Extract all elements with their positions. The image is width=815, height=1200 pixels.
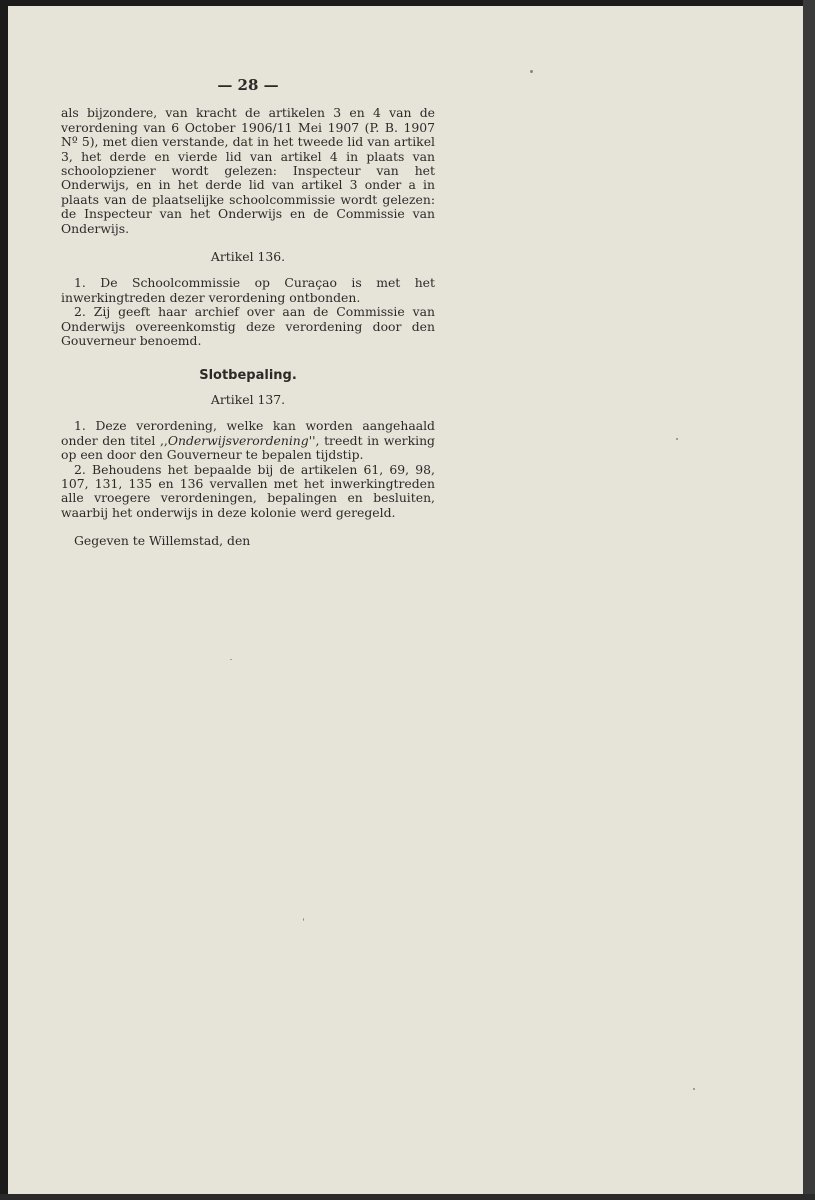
article-136-clause-2: 2. Zij geeft haar archief over aan de Commissie van Onderwijs overeenkomstig deze verordening door den Gouverneur benoemd. [61,304,435,349]
article-137-heading: Artikel 137. [210,391,286,407]
paper-speck [676,438,678,440]
slotbepaling-heading: Slotbepaling. [199,367,297,383]
article-136-clause-1: 1. De Schoolcommissie op Curaçao is met het inwerkingtreden dezer verordening ontbonden. [61,275,435,305]
clause-1-text-b: '', treedt in werking op een door den Gouverneur te bepalen tijdstip. [61,432,435,463]
intro-paragraph: als bijzondere, van kracht de artikelen 3 en 4 van de verordening van 6 October 1906/11 Mei 1907 (P. B. 1907 Nº 5), met dien verstande, dat in het tweede lid van artikel 3, het derde en vierde lid van artikel 4 in plaats van schoolopziener wordt gelezen: Inspecteur van het Onderwijs, en in het derde lid van artikel 3 onder a in plaats van de plaatselijke schoolcommissie wordt gelezen: de Inspecteur van het Onderwijs en de Commissie van Onderwijs. [61,105,435,236]
article-137-clause-2: 2. Behoudens het bepaalde bij de artikelen 61, 69, 98, 107, 131, 135 en 136 vervallen met het inwerkingtreden alle vroegere verordeningen, bepalingen en besluiten, waarbij het onderwijs in deze kolonie werd geregeld. [61,461,435,520]
signoff-line: Gegeven te Willemstad, den [74,533,251,549]
clause-1-text-a: 1. Deze verordening, welke kan worden aangehaald onder den titel ,, [61,418,435,448]
paper-speck [693,1088,695,1090]
scan-edge-right [803,0,815,1200]
paper-speck [303,918,304,921]
page-content [61,78,435,549]
article-137-clause-1 [61,419,435,462]
paper-speck [530,70,533,73]
page-number: — 28 — [217,76,279,94]
ordinance-title: Onderwijsverordening [167,432,309,448]
article-136-heading: Artikel 136. [210,249,286,265]
document-page [8,6,803,1194]
scan-edge-bottom [0,1194,815,1200]
paper-speck [230,659,232,660]
